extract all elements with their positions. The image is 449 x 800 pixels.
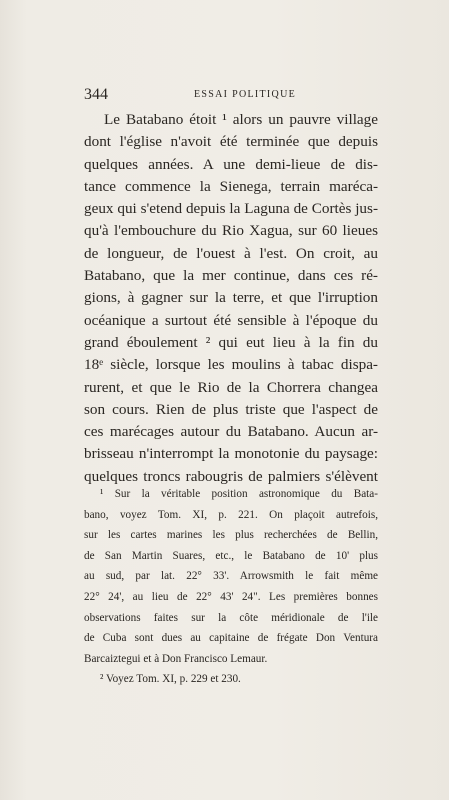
text-line: quelques années. A une demi-lieue de dis- (84, 155, 378, 173)
text-line: gions, à gagner sur la terre, et que l'irruption (84, 289, 378, 307)
running-head: ESSAI POLITIQUE (194, 89, 296, 100)
page-number: 344 (84, 86, 108, 103)
footnote-line: ¹ Sur la véritable position astronomique du Bata- (100, 488, 378, 500)
footnote-line: Barcaiztegui et à Don Francisco Lemaur. (84, 652, 268, 665)
text-line: son cours. Rien de plus triste que l'aspect de (84, 400, 378, 418)
footnote-line: au sud, par lat. 22° 33'. Arrowsmith le fait même (84, 570, 378, 583)
footnote-line: sur les cartes marines les plus recherchées de Bellin, (84, 529, 378, 542)
text-line: Le Batabano étoit ¹ alors un pauvre village (104, 111, 378, 128)
text-line: Batabano, que la mer continue, dans ces ré- (84, 267, 378, 285)
footnote-line: de Cuba sont dues au capitaine de frégate Don Ventura (84, 632, 378, 645)
text-line: dont l'église n'avoit été terminée que depuis (84, 133, 378, 151)
footnote-line: de San Martin Suares, etc., le Batabano de 10' plus (84, 549, 378, 562)
text-line: océanique a surtout été sensible à l'époque du (84, 311, 378, 329)
main-text (84, 109, 378, 488)
footnote-line: observations faites sur la côte méridionale de l'ile (84, 611, 378, 624)
text-line: qu'à l'embouchure du Rio Xagua, sur 60 lieues (84, 222, 378, 240)
footnotes (84, 484, 378, 690)
text-line: 18ᵉ siècle, lorsque les moulins à tabac dispa- (84, 356, 378, 374)
footnote-line: bano, voyez Tom. XI, p. 221. On plaçoit autrefois, (84, 508, 378, 521)
text-line: rurent, et que le Rio de la Chorrera changea (84, 378, 378, 396)
text-line: brisseau n'interrompt la monotonie du paysage: (84, 445, 378, 463)
text-line: tance commence la Sienega, terrain maréca- (84, 177, 378, 195)
text-line: geux qui s'etend depuis la Laguna de Cortès jus- (84, 200, 378, 218)
footnote-line: ² Voyez Tom. XI, p. 229 et 230. (100, 673, 241, 686)
text-line: ces marécages autour du Batabano. Aucun ar- (84, 423, 378, 441)
footnote-line: 22° 24', au lieu de 22° 43' 24". Les premières bonnes (84, 590, 378, 603)
text-line: quelques troncs rabougris de palmiers s'élèvent (84, 467, 378, 485)
page-header (84, 86, 378, 104)
text-line: grand éboulement ² qui eut lieu à la fin du (84, 333, 378, 351)
text-line: de longueur, de l'ouest à l'est. On croit, au (84, 244, 378, 262)
